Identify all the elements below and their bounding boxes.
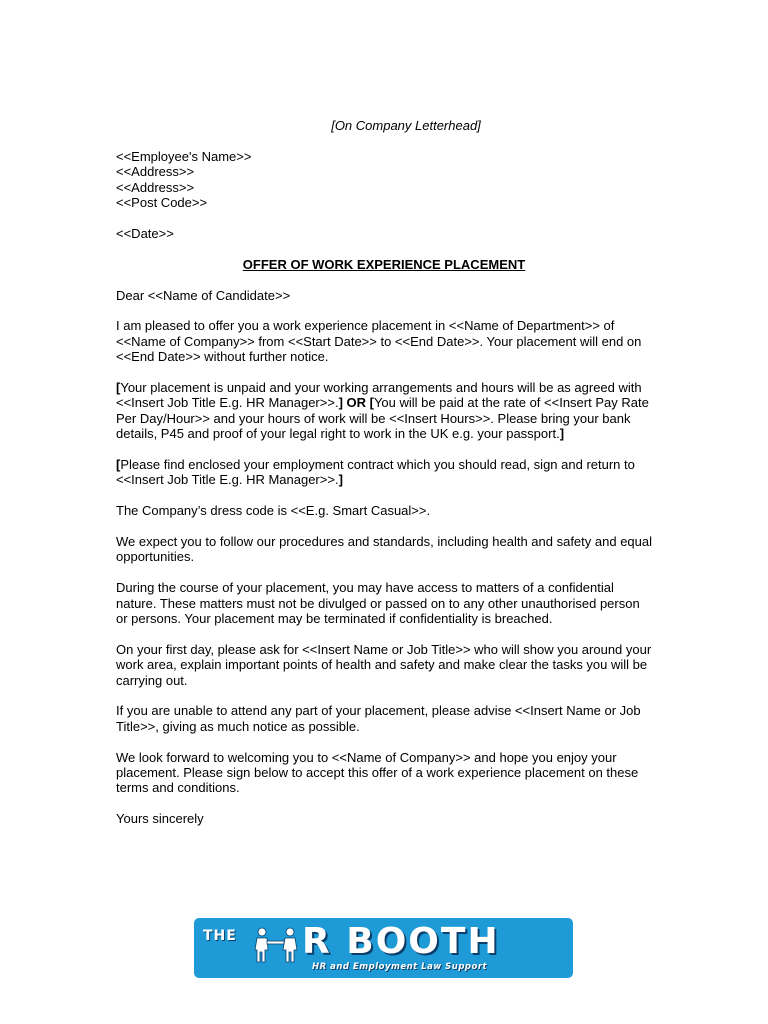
closing: Yours sincerely bbox=[116, 811, 204, 827]
bracket-close: ] bbox=[338, 472, 343, 488]
pay-option-unpaid: Your placement is unpaid and your working arrangements and hours will be as agreed with <<Insert Job Title E.g. HR Manager>>. bbox=[116, 380, 642, 411]
letter-title: OFFER OF WORK EXPERIENCE PLACEMENT bbox=[242, 256, 526, 272]
paragraph-first-day: On your first day, please ask for <<Insert Name or Job Title>> who will show you around your work area, explain important points of health and safety and make clear the tasks you will be carrying out. bbox=[116, 641, 652, 688]
spacer bbox=[116, 211, 652, 226]
two-people-hr-icon bbox=[252, 926, 302, 964]
address-post-code: <<Post Code>> bbox=[116, 195, 208, 211]
logo-name: R BOOTH bbox=[302, 921, 500, 962]
address-line-2: <<Address>> bbox=[116, 179, 195, 195]
bracket-open: [ bbox=[116, 380, 121, 396]
paragraph-dress-code: The Company’s dress code is <<E.g. Smart Casual>>. bbox=[116, 503, 431, 519]
paragraph-welcome: We look forward to welcoming you to <<Name of Company>> and hope you enjoy your placement. Please sign below to accept this offer of a work experience placement on these terms and conditions. bbox=[116, 749, 639, 796]
bracket-close: ] bbox=[559, 426, 565, 442]
salutation: Dear <<Name of Candidate>> bbox=[116, 287, 291, 303]
hr-booth-logo bbox=[194, 918, 573, 978]
paragraph-contract bbox=[116, 457, 652, 488]
bracket-open: [ bbox=[116, 457, 121, 473]
or-separator: ] OR [ bbox=[338, 395, 374, 411]
paragraph-pay bbox=[116, 380, 652, 442]
logo-tagline: HR and Employment Law Support bbox=[312, 962, 488, 972]
paragraph-confidentiality: During the course of your placement, you may have access to matters of a confidential nature. These matters must not be divulged or passed on to any other unauthorised person or persons. Your placement may be terminated if confidentiality is breached. bbox=[116, 580, 640, 627]
paragraph-offer: I am pleased to offer you a work experience placement in <<Name of Department>> of <<Name of Company>> from <<Start Date>> to <<End Date>>. Your placement will end on <<End Date>> without further notice. bbox=[116, 318, 642, 365]
paragraph-procedures: We expect you to follow our procedures and standards, including health and safety and equal opportunities. bbox=[116, 534, 652, 565]
logo-the: THE bbox=[203, 928, 237, 944]
paragraph-absence: If you are unable to attend any part of your placement, please advise <<Insert Name or Job Title>>, giving as much notice as possible. bbox=[116, 703, 641, 734]
letter-date: <<Date>> bbox=[116, 226, 174, 242]
letterhead-placeholder: [On Company Letterhead] bbox=[331, 118, 481, 133]
address-line-name: <<Employee's Name>> bbox=[116, 149, 252, 164]
address-line-1: <<Address>> bbox=[116, 164, 195, 180]
contract-text: Please find enclosed your employment contract which you should read, sign and return to <<Insert Job Title E.g. HR Manager>>. bbox=[116, 457, 635, 488]
letter-body bbox=[116, 149, 652, 842]
pay-option-paid: You will be paid at the rate of <<Insert Pay Rate Per Day/Hour>> and your hours of work will be <<Insert Hours>>. Please bring your bank details, P45 and proof of your legal right to work in the UK e.g. your passport. bbox=[116, 395, 649, 442]
